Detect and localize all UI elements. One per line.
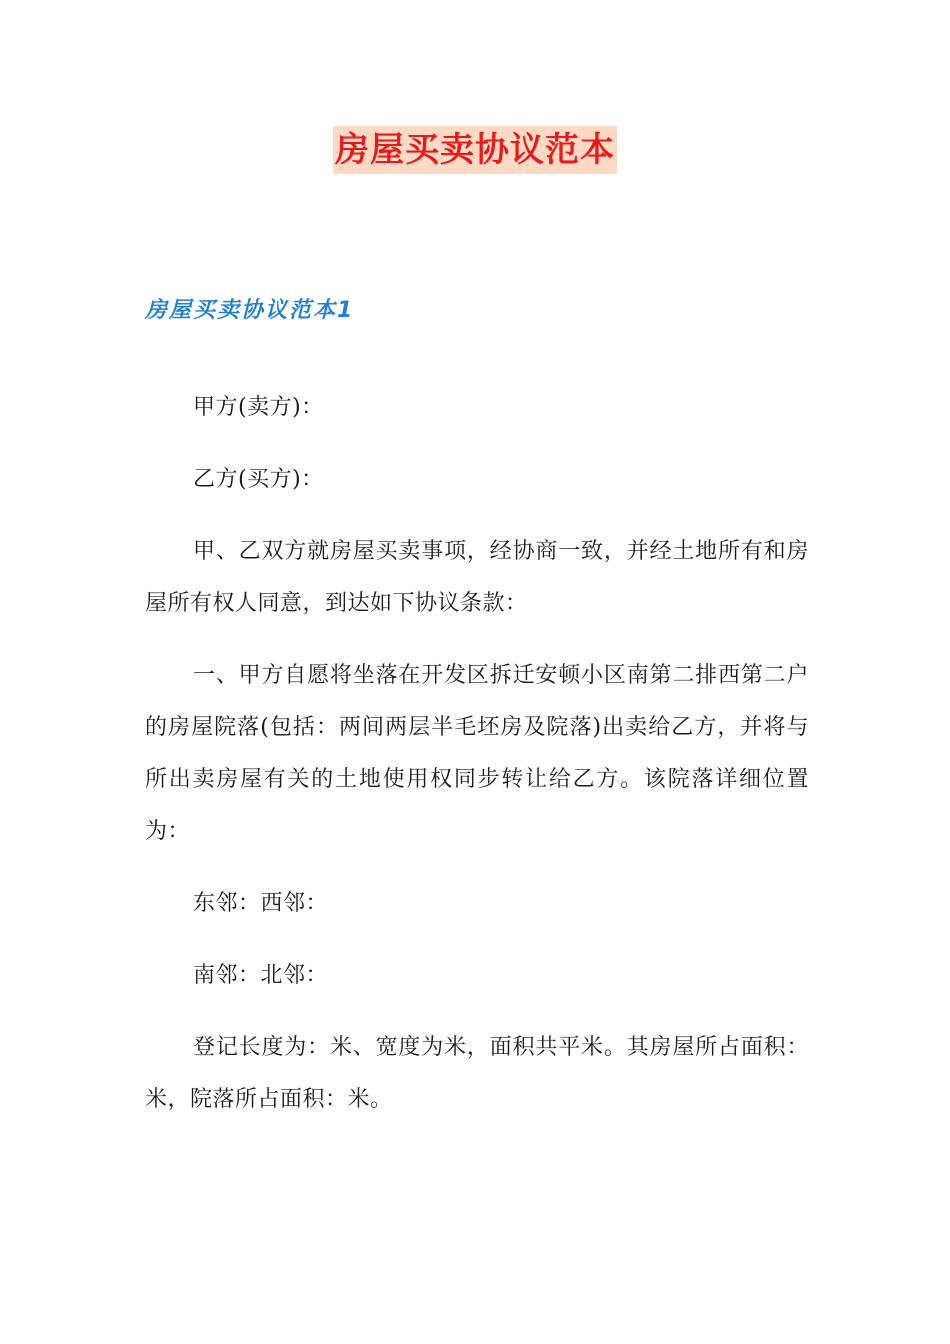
paragraph-clause-one: 一、甲方自愿将坐落在开发区拆迁安顿小区南第二排西第二户的房屋院落(包括：两间两层半毛坯房及院落)出卖给乙方，并将与所出卖房屋有关的土地使用权同步转让给乙方。该院落详细位置为： bbox=[145, 663, 809, 844]
title-container bbox=[0, 126, 950, 174]
paragraph-seller: 甲方(卖方)： bbox=[193, 395, 324, 420]
paragraph-south-north-neighbors: 南邻：北邻： bbox=[193, 963, 329, 988]
document-body bbox=[145, 382, 809, 1146]
document-title: 房屋买卖协议范本 bbox=[333, 126, 617, 174]
section-heading: 房屋买卖协议范本1 bbox=[145, 298, 355, 323]
paragraph-dimensions: 登记长度为：米、宽度为米，面积共平米。其房屋所占面积：米，院落所占面积：米。 bbox=[145, 1035, 809, 1112]
paragraph-east-west-neighbors: 东邻：西邻： bbox=[193, 891, 329, 916]
paragraph-buyer: 乙方(买方)： bbox=[193, 467, 324, 492]
paragraph-agreement-intro: 甲、乙双方就房屋买卖事项，经协商一致，并经土地所有和房屋所有权人同意，到达如下协议条款： bbox=[145, 539, 809, 616]
